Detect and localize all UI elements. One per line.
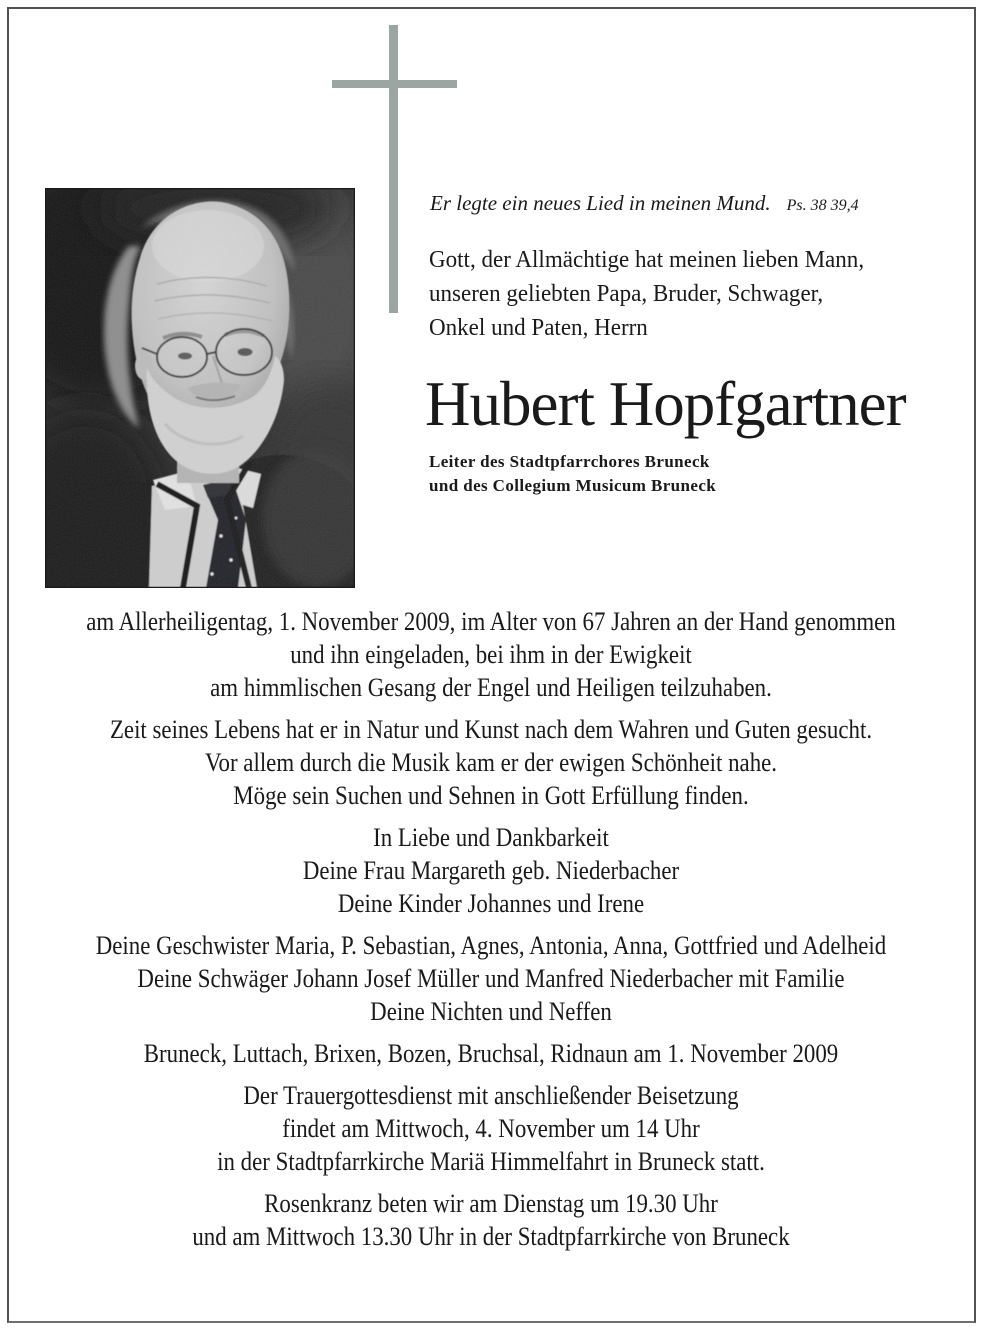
role-line: und des Collegium Musicum Bruneck [429,476,717,495]
photo-grain [45,188,355,588]
paragraph-places-date [59,1037,923,1070]
text-line: Der Trauergottesdienst mit anschließender Beisetzung [243,1081,739,1110]
paragraph-rosary [59,1187,923,1253]
text-line: Deine Kinder Johannes und Irene [337,889,645,918]
text-line: Möge sein Suchen und Sehnen in Gott Erfüllung finden. [233,781,749,810]
text-line: In Liebe und Dankbarkeit [373,823,609,852]
cross-icon [389,25,398,313]
memorial-text [0,605,982,1262]
cross-icon [332,80,457,88]
text-line: Deine Nichten und Neffen [370,997,612,1026]
paragraph-family-immediate [59,821,923,920]
deceased-name: Hubert Hopfgartner [425,369,906,439]
quote-text: Er legte ein neues Lied in meinen Mund. [430,191,771,215]
text-line: und ihn eingeladen, bei ihm in der Ewigkeit [290,640,692,669]
portrait-photo-drawing [45,188,355,588]
text-line: und am Mittwoch 13.30 Uhr in der Stadtpfarrkirche von Bruneck [192,1222,790,1251]
intro-line: unseren geliebten Papa, Bruder, Schwager, [429,281,824,307]
paragraph-funeral [59,1079,923,1178]
scripture-quote [430,191,859,216]
text-line: in der Stadtpfarrkirche Mariä Himmelfahrt in Bruneck statt. [217,1147,765,1176]
intro-line: Gott, der Allmächtige hat meinen lieben Mann, [429,247,865,273]
text-line: am Allerheiligentag, 1. November 2009, im Alter von 67 Jahren an der Hand genommen [86,607,896,636]
paragraph-family-extended [59,929,923,1028]
text-line: Zeit seines Lebens hat er in Natur und Kunst nach dem Wahren und Guten gesucht. [109,715,873,744]
text-line: Deine Frau Margareth geb. Niederbacher [302,856,680,885]
text-line: Vor allem durch die Musik kam er der ewigen Schönheit nahe. [204,748,778,777]
intro-line: Onkel und Paten, Herrn [429,315,648,341]
text-line: Bruneck, Luttach, Brixen, Bozen, Bruchsal, Ridnaun am 1. November 2009 [143,1039,839,1068]
text-line: Deine Schwäger Johann Josef Müller und Manfred Niederbacher mit Familie [137,964,845,993]
text-line: am himmlischen Gesang der Engel und Heiligen teilzuhaben. [210,673,772,702]
paragraph-passing [59,605,923,704]
role-line: Leiter des Stadtpfarrchores Bruneck [429,452,710,471]
intro-text [429,243,864,345]
text-line: Rosenkranz beten wir am Dienstag um 19.30 Uhr [264,1189,718,1218]
deceased-roles [429,450,716,498]
paragraph-life [59,713,923,812]
text-line: findet am Mittwoch, 4. November um 14 Uhr [282,1114,700,1143]
text-line: Deine Geschwister Maria, P. Sebastian, Agnes, Antonia, Anna, Gottfried und Adelheid [95,931,887,960]
quote-reference: Ps. 38 39,4 [786,197,859,214]
portrait-photo [45,188,355,588]
